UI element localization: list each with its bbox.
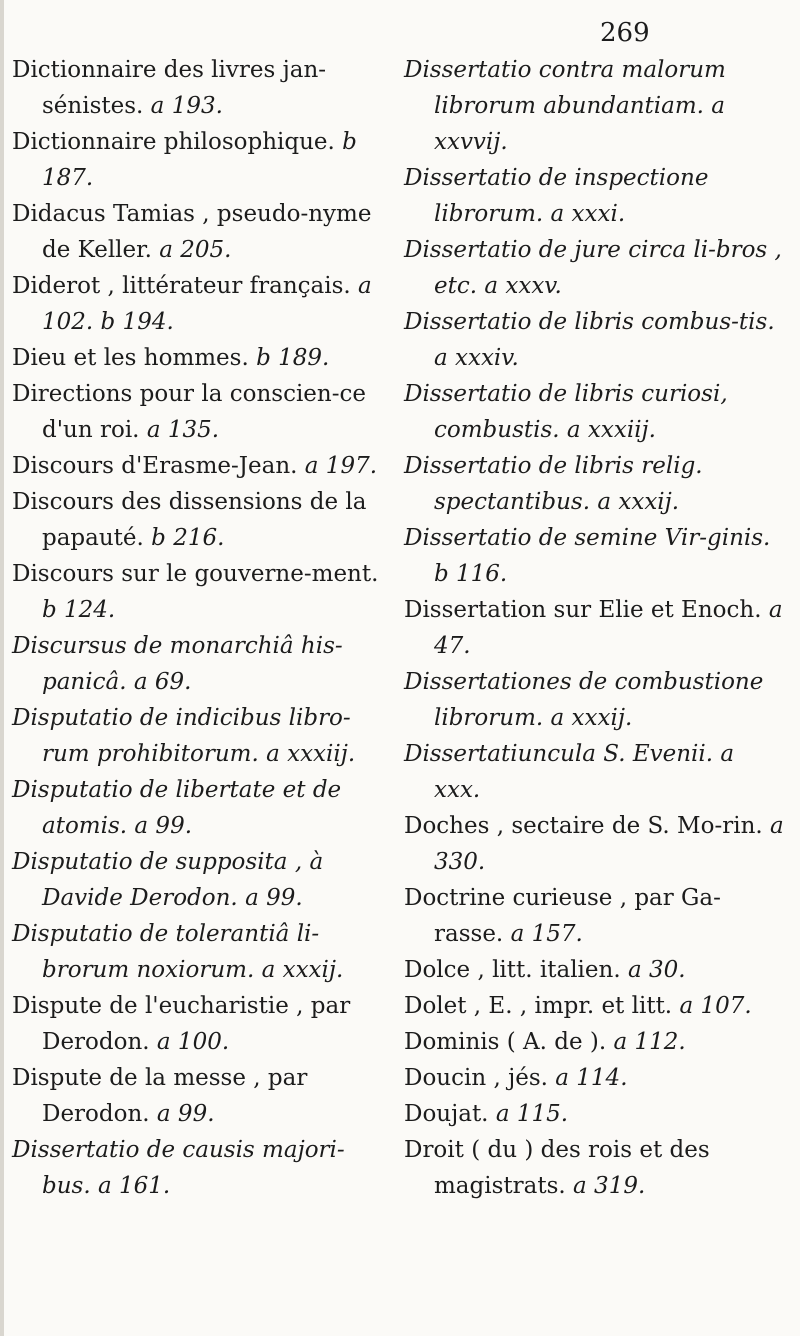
index-entry <box>404 592 784 664</box>
index-entry <box>12 340 392 376</box>
entry-heading: Discursus de monarchiâ his-panicâ. <box>12 633 343 695</box>
entry-heading: Disputatio de supposita , à Davide Derodon. <box>12 849 324 911</box>
entry-heading: Doucin , jés. <box>404 1065 548 1091</box>
entry-heading: Droit ( du ) des rois et des magistrats. <box>404 1137 710 1199</box>
entry-reference: a 205. <box>159 237 232 263</box>
index-entry <box>404 1060 784 1096</box>
index-entry <box>404 160 784 232</box>
entry-reference: a 102. b 194. <box>42 273 372 335</box>
index-entry <box>12 700 392 772</box>
entry-heading: Dolce , litt. italien. <box>404 957 621 983</box>
entry-heading: Dispute de la messe , par Derodon. <box>12 1065 308 1127</box>
entry-reference: a xxxiv. <box>434 345 519 371</box>
index-entry <box>12 52 392 124</box>
entry-reference: b 216. <box>151 525 225 551</box>
entry-reference: a 161. <box>97 1173 171 1199</box>
entry-reference: b 189. <box>256 345 330 371</box>
entry-heading: Doujat. <box>404 1101 489 1127</box>
entry-heading: Disputatio de tolerantiâ li-brorum noxiorum. <box>12 921 320 983</box>
entry-heading: Dispute de l'eucharistie , par Derodon. <box>12 993 351 1055</box>
index-entry <box>404 1132 784 1204</box>
entry-reference: a xxxij. <box>597 489 680 515</box>
index-entry <box>12 1132 392 1204</box>
entry-heading: Dominis ( A. de ). <box>404 1029 607 1055</box>
entry-reference: a 114. <box>555 1065 628 1091</box>
entry-heading: Dissertatio de causis majori-bus. <box>12 1137 345 1199</box>
index-entry <box>404 1096 784 1132</box>
index-entry <box>12 916 392 988</box>
index-entry <box>404 880 784 952</box>
entry-reference: a 30. <box>627 957 686 983</box>
index-entry <box>404 988 784 1024</box>
index-entry <box>404 52 784 160</box>
entry-reference: a xxxij. <box>550 705 633 731</box>
entry-heading: Disputatio de indicibus libro-rum prohibitorum. <box>12 705 351 767</box>
entry-reference: a xxxv. <box>484 273 562 299</box>
entry-heading: Directions pour la conscien-ce d'un roi. <box>12 381 366 443</box>
index-entry <box>404 808 784 880</box>
index-entry <box>12 628 392 700</box>
entry-reference: a xxxi. <box>550 201 626 227</box>
index-entry <box>404 232 784 304</box>
entry-reference: a 135. <box>146 417 220 443</box>
index-entry <box>12 376 392 448</box>
page-spine-shadow <box>0 0 4 1336</box>
entry-reference: a 319. <box>573 1173 646 1199</box>
entry-reference: a 69. <box>133 669 192 695</box>
entry-reference: a 330. <box>434 813 784 875</box>
entry-reference: a 100. <box>156 1029 230 1055</box>
entry-reference: a xxxiij. <box>266 741 356 767</box>
entry-reference: b 116. <box>434 561 508 587</box>
index-entry <box>404 1024 784 1060</box>
entry-reference: a 197. <box>304 453 378 479</box>
entry-heading: Discours des dissensions de la papauté. <box>12 489 367 551</box>
entry-reference: a 115. <box>495 1101 569 1127</box>
entry-reference: a xxxij. <box>261 957 344 983</box>
entry-heading: Dissertation sur Elie et Enoch. <box>404 597 762 623</box>
entry-reference: a 47. <box>434 597 783 659</box>
entry-reference: a xxvvij. <box>434 93 725 155</box>
entry-heading: Doches , sectaire de S. Mo-rin. <box>404 813 763 839</box>
entry-reference: a xxx. <box>434 741 735 803</box>
entry-heading: Discours sur le gouverne-ment. <box>12 561 379 587</box>
index-entry <box>404 736 784 808</box>
entry-reference: a 112. <box>613 1029 686 1055</box>
entry-heading: Dissertatio de libris relig. spectantibus. <box>404 453 703 515</box>
index-entry <box>404 376 784 448</box>
entry-heading: Dolet , E. , impr. et litt. <box>404 993 673 1019</box>
entry-heading: Dissertatio contra malorum librorum abundantiam. <box>404 57 726 119</box>
index-entry <box>404 520 784 592</box>
entry-reference: a 157. <box>510 921 583 947</box>
index-entry <box>12 484 392 556</box>
entry-reference: a 99. <box>245 885 303 911</box>
index-entry <box>12 448 392 484</box>
index-entry <box>404 664 784 736</box>
entry-reference: b 187. <box>42 129 357 191</box>
entry-heading: Dissertatio de libris curiosi, combustis. <box>404 381 728 443</box>
entry-reference: a 107. <box>679 993 752 1019</box>
entry-heading: Discours d'Erasme-Jean. <box>12 453 298 479</box>
left-index-column <box>12 52 392 1204</box>
entry-heading: Dictionnaire des livres jan-sénistes. <box>12 57 327 119</box>
entry-reference: a 193. <box>150 93 223 119</box>
entry-heading: Didacus Tamias , pseudo-nyme de Keller. <box>12 201 372 263</box>
entry-heading: Dissertatio de inspectione librorum. <box>404 165 709 227</box>
entry-heading: Dissertatio de libris combus-tis. <box>404 309 775 335</box>
index-entry <box>12 1060 392 1132</box>
index-entry <box>12 772 392 844</box>
entry-heading: Dieu et les hommes. <box>12 345 249 371</box>
entry-heading: Dissertationes de combustione librorum. <box>404 669 764 731</box>
index-entry <box>12 556 392 628</box>
index-entry <box>404 304 784 376</box>
entry-reference: a 99. <box>134 813 193 839</box>
entry-heading: Dissertatiuncula S. Evenii. <box>404 741 714 767</box>
entry-reference: a xxxiij. <box>566 417 656 443</box>
index-entry <box>12 268 392 340</box>
index-entry <box>12 124 392 196</box>
entry-reference: a 99. <box>156 1101 215 1127</box>
index-entry <box>404 448 784 520</box>
entry-heading: Disputatio de libertate et de atomis. <box>12 777 342 839</box>
entry-heading: Dictionnaire philosophique. <box>12 129 335 155</box>
entry-heading: Diderot , littérateur français. <box>12 273 351 299</box>
index-entry <box>12 988 392 1060</box>
right-index-column <box>404 52 784 1204</box>
index-entry <box>12 196 392 268</box>
entry-heading: Doctrine curieuse , par Ga-rasse. <box>404 885 721 947</box>
entry-heading: Dissertatio de semine Vir-ginis. <box>404 525 771 551</box>
index-entry <box>12 844 392 916</box>
entry-heading: Dissertatio de jure circa li-bros , etc. <box>404 237 782 299</box>
page-number: 269 <box>600 18 650 48</box>
index-entry <box>404 952 784 988</box>
entry-reference: b 124. <box>42 597 116 623</box>
